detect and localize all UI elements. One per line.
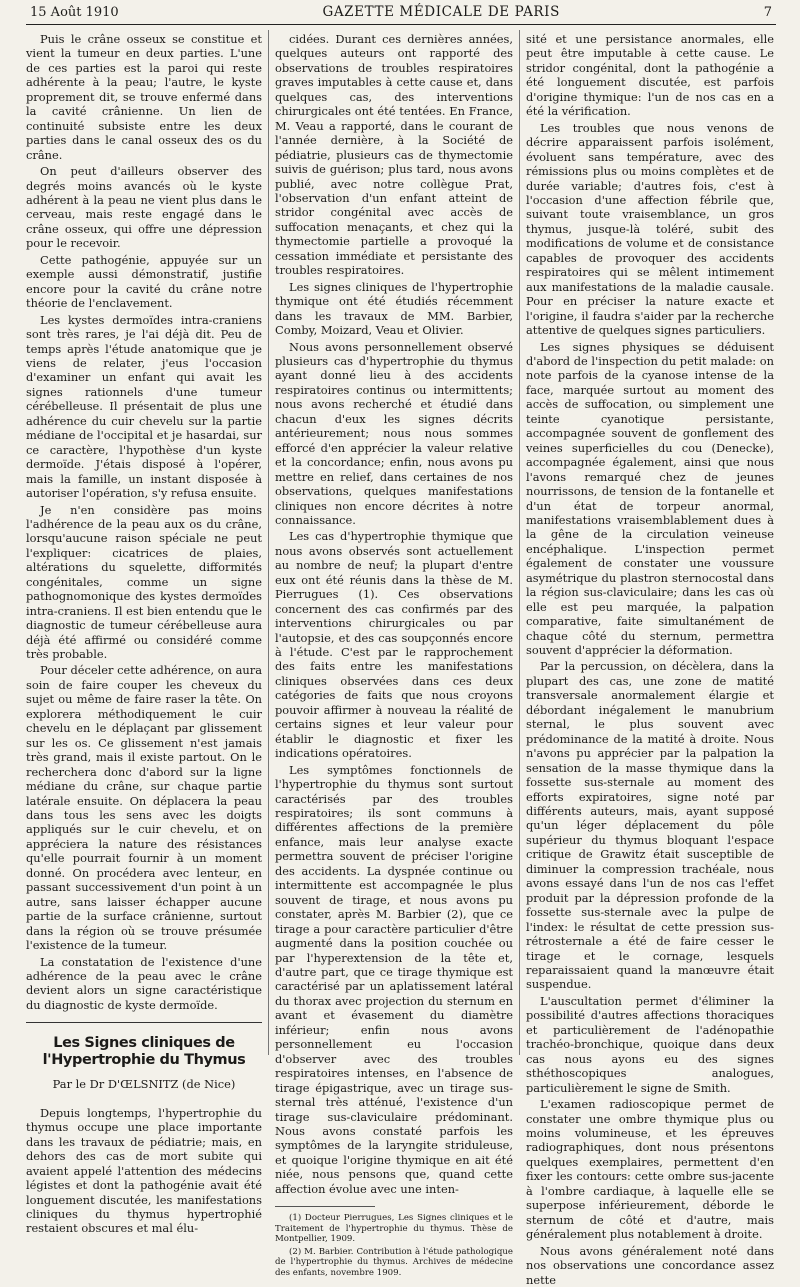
column-2 (275, 32, 513, 1278)
header-date: 15 Août 1910 (30, 5, 119, 20)
paragraph: Les signes physiques se déduisent d'abord de l'inspection du petit malade: on note parfois de la cyanose intense de la face, marquée surtout au moment des accès de suffocation, ou simplement une teinte cyanotique persistante, accompagnée souvent de gonflement des veines superficielles du cou (Denecke), accompagnée également, ainsi que nous l'avons remarqué chez de jeunes nourrissons, de tension de la fontanelle et d'un état de torpeur anormal, manifestations vraisemblablement dues à la gêne de la circulation veineuse encéphalique. L'inspection permet également de constater une voussure asymétrique du plastron sternocostal dans la région sus-claviculaire; dans les cas où elle est peu marquée, la palpation comparative, faite simultanément de chaque côté du sternum, permettra souvent d'apprécier la déformation. (526, 339, 774, 658)
footnote: (2) M. Barbier. Contribution à l'étude pathologique de l'hypertrophie du thymus. Archives de médecine des enfants, novembre 1909. (275, 1246, 513, 1278)
paragraph: Les troubles que nous venons de décrire apparaissent parfois isolément, évoluent sans température, avec des rémissions plus ou moins complètes et de durée variable; d'autres fois, c'est à l'occasion d'une affection fébrile que, suivant toute vraisemblance, un gros thymus, jusque-là toléré, subit des modifications de volume et de consistance capables de provoquer des accidents respiratoires qui se mêlent intimement aux manifestations de la maladie causale. Pour en préciser la nature exacte et l'origine, il faudra s'aider par la recherche attentive de quelques signes particuliers. (526, 120, 774, 338)
column-3 (526, 32, 774, 1287)
article-author: Par le Dr D'ŒLSNITZ (de Nice) (52, 1077, 236, 1092)
paragraph: Cette pathogénie, appuyée sur un exemple aussi démonstratif, justifie encore pour la cavité du crâne notre théorie de l'enclavement. (26, 252, 262, 311)
paragraph: Nous avons généralement noté dans nos observations une concordance assez nette (526, 1243, 774, 1287)
paragraph: L'examen radioscopique permet de constater une ombre thymique plus ou moins volumineuse, et les épreuves radiographiques, dont nous présentons quelques exemplaires, permettent d'en fixer les contours: cette ombre sus-jacente à l'ombre cardiaque, à laquelle elle se superpose inférieurement, déborde le sternum de côté et d'autre, mais généralement plus notablement à droite. (526, 1097, 774, 1242)
journal-title: GAZETTE MÉDICALE DE PARIS (322, 4, 560, 20)
paragraph: Nous avons personnellement observé plusieurs cas d'hypertrophie du thymus ayant donné lieu à des accidents respiratoires continus ou intermittents; nous avons recherché et étudié dans chacun d'eux les signes décrits antérieurement; nous nous sommes efforcé d'en apprécier la valeur relative et la concordance; enfin, nous avons pu mettre en relief, dans certaines de nos observations, quelques manifestations cliniques non encore décrites à notre connaissance. (275, 339, 513, 527)
page-header (30, 4, 772, 26)
column-1 (26, 32, 262, 1236)
paragraph: L'auscultation permet d'éliminer la possibilité d'autres affections thoraciques et particulièrement de l'adénopathie trachéo-bronchique, quoique dans deux cas nous ayons eu des signes sthéthoscopiques analogues, particulièrement le signe de Smith. (526, 993, 774, 1095)
column-divider (519, 30, 520, 1055)
article-separator (26, 1022, 262, 1023)
page-number: 7 (763, 5, 772, 20)
paragraph: Pour déceler cette adhérence, on aura soin de faire couper les cheveux du sujet ou même de faire raser la tête. On explorera méthodiquement le cuir chevelu en le déplaçant par glissement sur les os. Ce glissement n'est jamais très grand, mais il existe partout. On le recherchera donc d'abord sur la ligne médiane du crâne, sur chaque partie latérale ensuite. On déplacera la peau dans tous les sens avec les doigts appliqués sur le cuir chevelu, et on appréciera la nature des résistances qu'elle pourrait fournir à un moment donné. On procédera avec lenteur, en passant successivement d'un point à un autre, sans laisser échapper aucune partie de la surface crânienne, surtout dans la région où se trouve présumée l'existence de la tumeur. (26, 663, 262, 953)
paragraph: La constatation de l'existence d'une adhérence de la peau avec le crâne devient alors un signe caractéristique du diagnostic de kyste dermoïde. (26, 954, 262, 1012)
paragraph: Les cas d'hypertrophie thymique que nous avons observés sont actuellement au nombre de neuf; la plupart d'entre eux ont été réunis dans la thèse de M. Pierrugues (1). Ces observations concernent des cas confirmés par des interventions chirurgicales ou par l'autopsie, et des cas soupçonnés encore à l'étude. C'est par le rapprochement des faits entre les manifestations cliniques observées dans ces deux catégories de faits que nous croyons pouvoir affirmer à nouveau la réalité de certains signes et leur valeur pour établir le diagnostic et fixer les indications opératoires. (275, 529, 513, 761)
paragraph: On peut d'ailleurs observer des degrés moins avancés où le kyste adhérent à la peau ne vient plus dans le cerveau, mais reste engagé dans le crâne osseux, qui offre une dépression pour le recevoir. (26, 164, 262, 251)
header-rule (26, 24, 776, 25)
footnote-rule (275, 1206, 375, 1207)
paragraph: Les signes cliniques de l'hypertrophie thymique ont été étudiés récemment dans les travaux de MM. Barbier, Comby, Moizard, Veau et Olivier. (275, 279, 513, 338)
paragraph: Les kystes dermoïdes intra-craniens sont très rares, je l'ai déjà dit. Peu de temps après l'étude anatomique que je viens de relater, j'eus l'occasion d'examiner un enfant qui avait les signes rationnels d'une tumeur cérébelleuse. Il présentait de plus une adhérence du cuir chevelu sur la partie médiane de l'occipital et je hasardai, sur ce caractère, l'hypothèse d'un kyste dermoïde. J'étais disposé à l'opérer, mais la famille, un instant disposée à autoriser l'opération, s'y refusa ensuite. (26, 312, 262, 501)
paragraph: Par la percussion, on décèlera, dans la plupart des cas, une zone de matité transversale anormalement élargie et débordant inégalement le manubrium sternal, le plus souvent avec prédominance de la matité à droite. Nous n'avons pu apprécier par la palpation la sensation de la masse thymique dans la fossette sus-sternale au moment des efforts expiratoires, signe noté par différents auteurs, mais, ayant supposé qu'un léger déplacement du pôle supérieur du thymus bloquant l'espace critique de Grawitz était susceptible de diminuer la compression trachéale, nous avons essayé dans l'un de nos cas l'effet produit par la dépression profonde de la fossette sus-sternale avec la pulpe de l'index: le résultat de cette pression sus-rétrosternale a été de faire cesser le tirage et le cornage, lesquels reparaissaient quand la manœuvre était suspendue. (526, 659, 774, 992)
paragraph: Je n'en considère pas moins l'adhérence de la peau aux os du crâne, lorsqu'aucune raison spéciale ne peut l'expliquer: cicatrices de plaies, altérations du squelette, difformités congénitales, comme un signe pathognomonique des kystes dermoïdes intra-craniens. Il est bien entendu que le diagnostic de tumeur cérébelleuse aura déjà été affirmé ou considéré comme très probable. (26, 502, 262, 662)
column-divider (268, 30, 269, 1055)
footnote: (1) Docteur Pierrugues, Les Signes cliniques et le Traitement de l'hypertrophie du thymus. Thèse de Montpellier, 1909. (275, 1213, 513, 1245)
paragraph: Puis le crâne osseux se constitue et vient la tumeur en deux parties. L'une de ces parties est la paroi qui reste adhérente à la peau; l'autre, le kyste proprement dit, se trouve enfermé dans la cavité crânienne. Un lien de continuité subsiste entre les deux parties dans le canal osseux des os du crâne. (26, 32, 262, 162)
article-title: Les Signes cliniques de l'Hypertrophie du Thymus (42, 1035, 246, 1069)
paragraph: sité et une persistance anormales, elle peut être imputable à cette cause. Le stridor congénital, dont la pathogénie a été longuement discutée, est parfois d'origine thymique: l'un de nos cas en a été la vérification. (526, 32, 774, 119)
paragraph: Depuis longtemps, l'hypertrophie du thymus occupe une place importante dans les travaux de pédiatrie; mais, en dehors des cas de mort subite qui avaient appelé l'attention des médecins légistes et dont la pathogénie avait été longuement discutée, les manifestations cliniques du thymus hypertrophié restaient obscures et mal élu- (26, 1105, 262, 1236)
paragraph: cidées. Durant ces dernières années, quelques auteurs ont rapporté des observations de troubles respiratoires graves imputables à cette cause et, dans quelques cas, des interventions chirurgicales ont été tentées. En France, M. Veau a rapporté, dans le courant de l'année dernière, à la Société de pédiatrie, plusieurs cas de thymectomie suivis de guérison; plus tard, nous avons publié, avec notre collègue Prat, l'observation d'un enfant atteint de stridor congénital avec accès de suffocation menaçants, et chez qui la thymectomie partielle a provoqué la cessation immédiate et persistante des troubles respiratoires. (275, 32, 513, 278)
paragraph: Les symptômes fonctionnels de l'hypertrophie du thymus sont surtout caractérisés par des troubles respiratoires; ils sont communs à différentes affections de la première enfance, mais leur analyse exacte permettra souvent de préciser l'origine des accidents. La dyspnée continue ou intermittente est accompagnée le plus souvent de tirage, et nous avons pu constater, après M. Barbier (2), que ce tirage a pour caractère particulier d'être augmenté dans la position couchée ou par l'hyperextension de la tête et, d'autre part, que ce tirage thymique est caractérisé par un aplatissement latéral du thorax avec projection du sternum en avant et évasement du diamètre inférieur; enfin nous avons personnellement eu l'occasion d'observer avec des troubles respiratoires intenses, en l'absence de tirage épigastrique, avec un tirage sus-sternal très atténué, l'existence d'un tirage sus-claviculaire prédominant. Nous avons constaté parfois les symptômes de la laryngite striduleuse, et quoique l'origine thymique en ait été niée, nous pensons que, quand cette affection évolue avec une inten- (275, 762, 513, 1196)
